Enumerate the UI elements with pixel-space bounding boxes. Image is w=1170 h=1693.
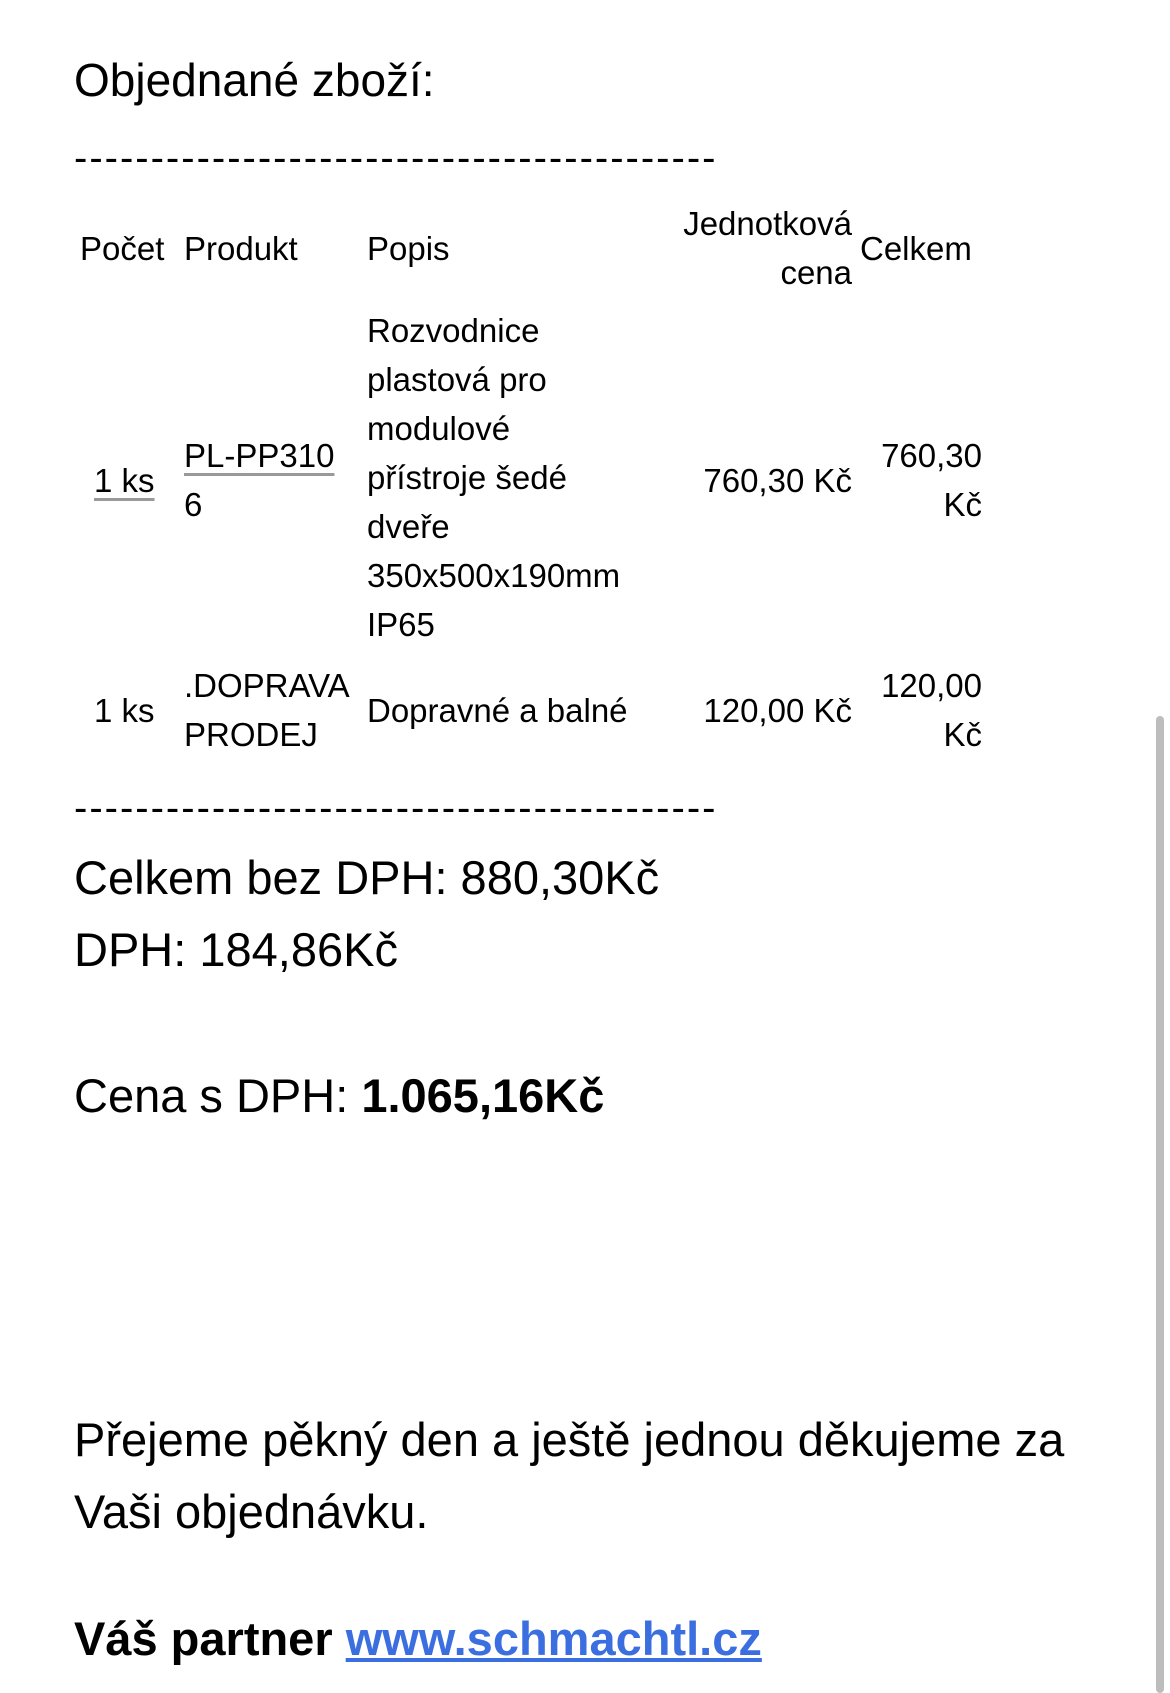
row-1-unit-price: 760,30 Kč	[703, 462, 852, 499]
row-2-total-line2: Kč	[943, 716, 982, 753]
row-1-qty-link[interactable]: 1 ks	[94, 462, 155, 499]
row-2-total-line1: 120,00	[881, 667, 982, 704]
column-header-total: Celkem	[860, 230, 972, 267]
column-header-unit-price-line1: Jednotková	[683, 205, 852, 242]
signature-label: Váš partner	[74, 1612, 346, 1665]
row-1-product-line1[interactable]	[184, 431, 334, 480]
column-header-unit-price	[640, 199, 852, 297]
column-header-qty: Počet	[80, 230, 165, 267]
row-2-product-line1: .DOPRAVA	[184, 667, 350, 704]
row-2-product	[184, 661, 350, 759]
row-1-total	[860, 431, 982, 529]
row-1-description-line: dveře	[367, 508, 450, 545]
vertical-scrollbar[interactable]	[1156, 716, 1164, 1693]
order-heading: Objednané zboží:	[74, 54, 435, 106]
row-1-description-line: 350x500x190mm	[367, 557, 621, 594]
row-1-product[interactable]	[184, 431, 334, 529]
row-1-description-line: modulové	[367, 410, 511, 447]
row-1-product-code[interactable]: PL-PP310	[184, 437, 335, 474]
column-header-unit-price-line2: cena	[780, 254, 852, 291]
row-2-qty: 1 ks	[94, 692, 155, 729]
row-1-qty[interactable]	[94, 456, 155, 505]
row-1-total-line1: 760,30	[881, 437, 982, 474]
divider-top: ------------------------------------------	[74, 138, 718, 178]
partner-website-link[interactable]: www.schmachtl.cz	[345, 1612, 762, 1665]
column-header-description: Popis	[367, 230, 450, 267]
signature	[74, 1603, 762, 1675]
total-with-vat-value: 1.065,16Kč	[361, 1069, 605, 1122]
row-1-description-line: Rozvodnice	[367, 312, 540, 349]
vat-amount: DPH: 184,86Kč	[74, 923, 398, 976]
total-with-vat-label: Cena s DPH:	[74, 1069, 362, 1122]
row-1-product-line2: 6	[184, 486, 203, 523]
row-2-total	[860, 661, 982, 759]
row-1-description-line: plastová pro	[367, 361, 547, 398]
row-1-description-line: přístroje šedé	[367, 459, 567, 496]
row-2-description: Dopravné a balné	[367, 692, 628, 729]
column-header-product: Produkt	[184, 230, 298, 267]
closing-message: Přejeme pěkný den a ještě jednou děkujeme za Vaši objednávku.	[74, 1413, 1065, 1538]
row-1-description-line: IP65	[367, 606, 435, 643]
row-1-description	[367, 306, 620, 649]
row-1-total-line2: Kč	[943, 486, 982, 523]
total-with-vat	[74, 1060, 604, 1132]
row-2-product-line2: PRODEJ	[184, 716, 318, 753]
row-2-unit-price: 120,00 Kč	[703, 692, 852, 729]
total-without-vat: Celkem bez DPH: 880,30Kč	[74, 851, 660, 904]
divider-bottom: ------------------------------------------	[74, 788, 718, 828]
